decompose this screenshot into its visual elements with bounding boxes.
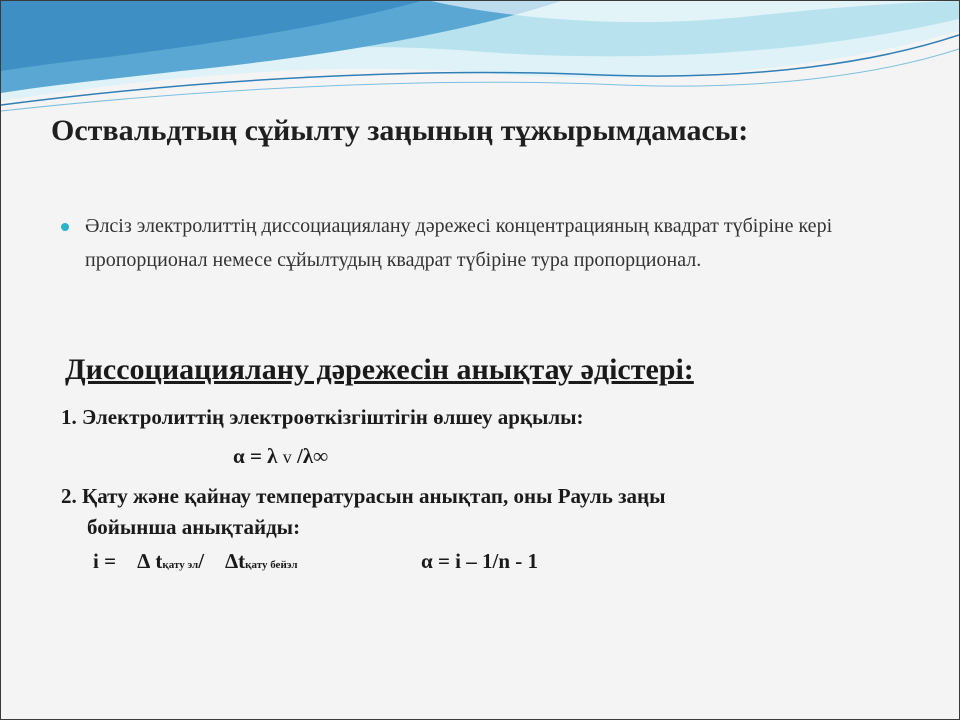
formula1-lhs: α = λ	[233, 444, 278, 468]
formula-alpha-from-i: α = i – 1/n - 1	[421, 549, 539, 573]
formula2-i-eq: i =	[93, 549, 117, 573]
decorative-wave-header	[1, 1, 959, 121]
bullet-icon	[61, 223, 69, 231]
formula2-delta1: ∆ t	[137, 549, 163, 573]
method-1: 1. Электролиттің электроөткізгіштігін өлшеу арқылы:	[61, 405, 584, 429]
formula-alpha-conductivity	[233, 444, 328, 469]
section-subtitle: Диссоциациялану дәрежесін анықтау әдістері:	[65, 353, 694, 386]
formula2-sub1: қату эл	[162, 559, 199, 571]
formula2-slash: /	[198, 549, 205, 573]
formula1-v: v	[282, 447, 292, 467]
method-2	[61, 481, 861, 543]
formula2-delta2: ∆t	[225, 549, 246, 573]
formula2-sub2: қату бейэл	[245, 559, 298, 571]
formula-isotonic-coefficient	[93, 549, 298, 574]
method-2-line-1: 2. Қату және қайнау температурасын анықтап, оны Рауль заңы	[61, 484, 666, 508]
slide-title: Оствальдтың сұйылту заңының тұжырымдамасы:	[51, 114, 749, 147]
bullet-text: Әлсіз электролиттің диссоциациялану дәрежесі концентрацияның квадрат түбіріне кері пропорционал немесе сұйылтудың квадрат түбіріне тура пропорционал.	[85, 215, 833, 271]
method-2-line-2: бойынша анықтайды:	[87, 515, 301, 539]
formula1-rhs: /λ∞	[297, 444, 329, 468]
